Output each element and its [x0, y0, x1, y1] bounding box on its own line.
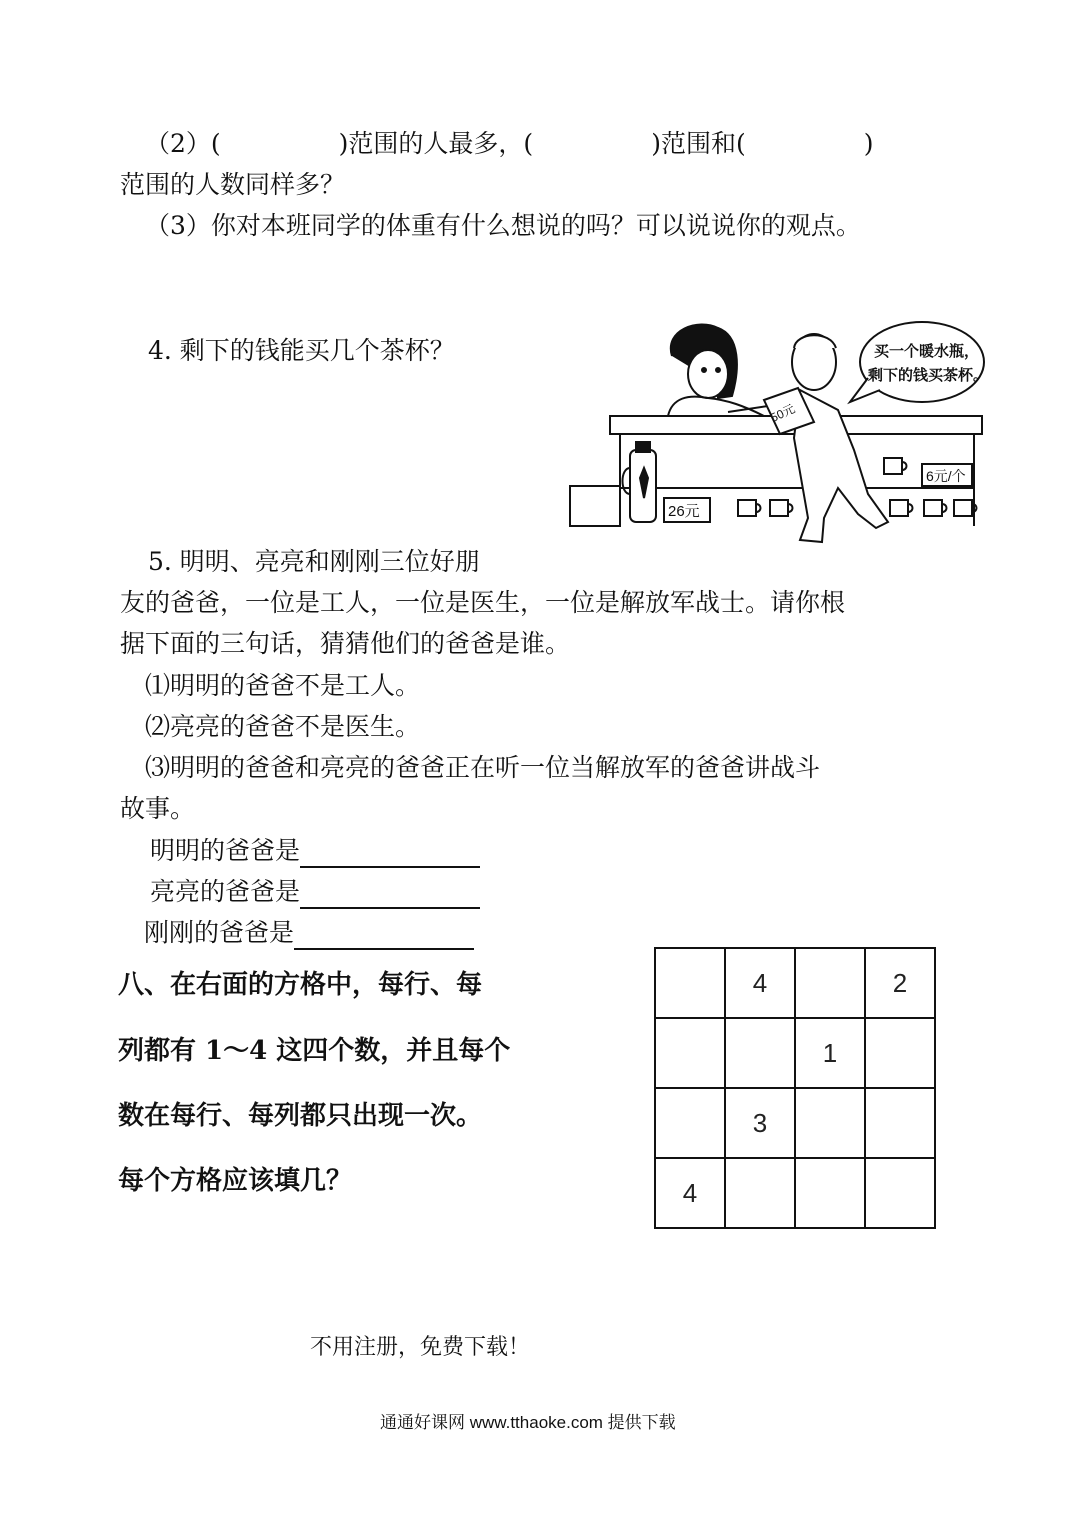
number-grid	[654, 947, 936, 1229]
bill-amount: 50元	[768, 401, 798, 425]
clue-1: ⑴明明的爸爸不是工人。	[145, 671, 421, 700]
grid-cell[interactable]	[865, 1158, 935, 1228]
grid-cell[interactable]	[655, 1088, 725, 1158]
answer-blank-3[interactable]	[294, 920, 474, 950]
grid-cell[interactable]: 4	[655, 1158, 725, 1228]
grid-row	[655, 1088, 935, 1158]
question-3: （3）你对本班同学的体重有什么想说的吗？可以说说你的观点。	[145, 211, 861, 240]
answer-blank-1[interactable]	[300, 838, 480, 868]
q2-part-1: （2）(	[145, 129, 221, 158]
grid-cell[interactable]	[865, 1018, 935, 1088]
bubble-line-1: 买一个暖水瓶，	[874, 343, 980, 360]
answer-label-3: 刚刚的爸爸是	[144, 918, 295, 947]
flask-price: 26元	[668, 503, 700, 520]
answer-blank-2[interactable]	[300, 879, 480, 909]
grid-cell[interactable]: 1	[795, 1018, 865, 1088]
clue-3-line-1: ⑶明明的爸爸和亮亮的爸爸正在听一位当解放军的爸爸讲战斗	[145, 753, 821, 782]
grid-cell[interactable]: 2	[865, 948, 935, 1018]
grid-cell[interactable]	[725, 1018, 795, 1088]
section-8-line-4: 每个方格应该填几？	[118, 1166, 353, 1196]
problem-5-line-2: 友的爸爸，一位是工人，一位是医生，一位是解放军战士。请你根	[120, 588, 846, 617]
thermos-flask	[623, 442, 657, 522]
grid-cell[interactable]	[795, 1158, 865, 1228]
q2-part-4: )	[863, 129, 874, 158]
answer-label-2: 亮亮的爸爸是	[150, 877, 301, 906]
grid-row	[655, 948, 935, 1018]
answer-row-3	[144, 916, 474, 950]
answer-row-1	[150, 834, 480, 868]
problem-5-line-1: 5. 明明、亮亮和刚刚三位好朋	[148, 547, 480, 576]
grid-cell[interactable]: 4	[725, 948, 795, 1018]
grid-cell[interactable]	[725, 1158, 795, 1228]
bubble-line-2: 剩下的钱买茶杯。	[868, 367, 988, 384]
answer-row-2	[150, 875, 480, 909]
grid-cell[interactable]	[865, 1088, 935, 1158]
section-8-line-1: 八、在右面的方格中，每行、每	[118, 970, 483, 1000]
grid-cell[interactable]	[795, 948, 865, 1018]
source-text: 通通好课网 www.tthaoke.com 提供下载	[380, 1413, 676, 1432]
q2-part-3: )范围和(	[651, 129, 746, 158]
question-2-line-1	[145, 127, 873, 161]
q2-part-2: )范围的人最多，(	[338, 129, 534, 158]
grid-cell[interactable]: 3	[725, 1088, 795, 1158]
clue-2: ⑵亮亮的爸爸不是医生。	[145, 712, 421, 741]
problem-4-text: 4. 剩下的钱能买几个茶杯？	[148, 336, 455, 365]
question-2-line-2: 范围的人数同样多？	[120, 170, 346, 199]
shopkeeper-figure	[668, 324, 768, 416]
answer-label-1: 明明的爸爸是	[150, 836, 301, 865]
grid-cell[interactable]	[655, 1018, 725, 1088]
section-8-line-3: 数在每行、每列都只出现一次。	[118, 1101, 483, 1131]
section-8-line-2: 列都有 1～4 这四个数，并且每个	[118, 1036, 511, 1066]
promo-text: 不用注册，免费下载！	[310, 1334, 531, 1359]
clue-3-line-2: 故事。	[120, 794, 196, 823]
grid-cell[interactable]	[655, 948, 725, 1018]
shop-illustration	[568, 318, 988, 550]
problem-5-line-3: 据下面的三句话，猜猜他们的爸爸是谁。	[120, 629, 571, 658]
cup-price: 6元/个	[926, 468, 966, 484]
grid-row	[655, 1158, 935, 1228]
grid-cell[interactable]	[795, 1088, 865, 1158]
grid-row	[655, 1018, 935, 1088]
